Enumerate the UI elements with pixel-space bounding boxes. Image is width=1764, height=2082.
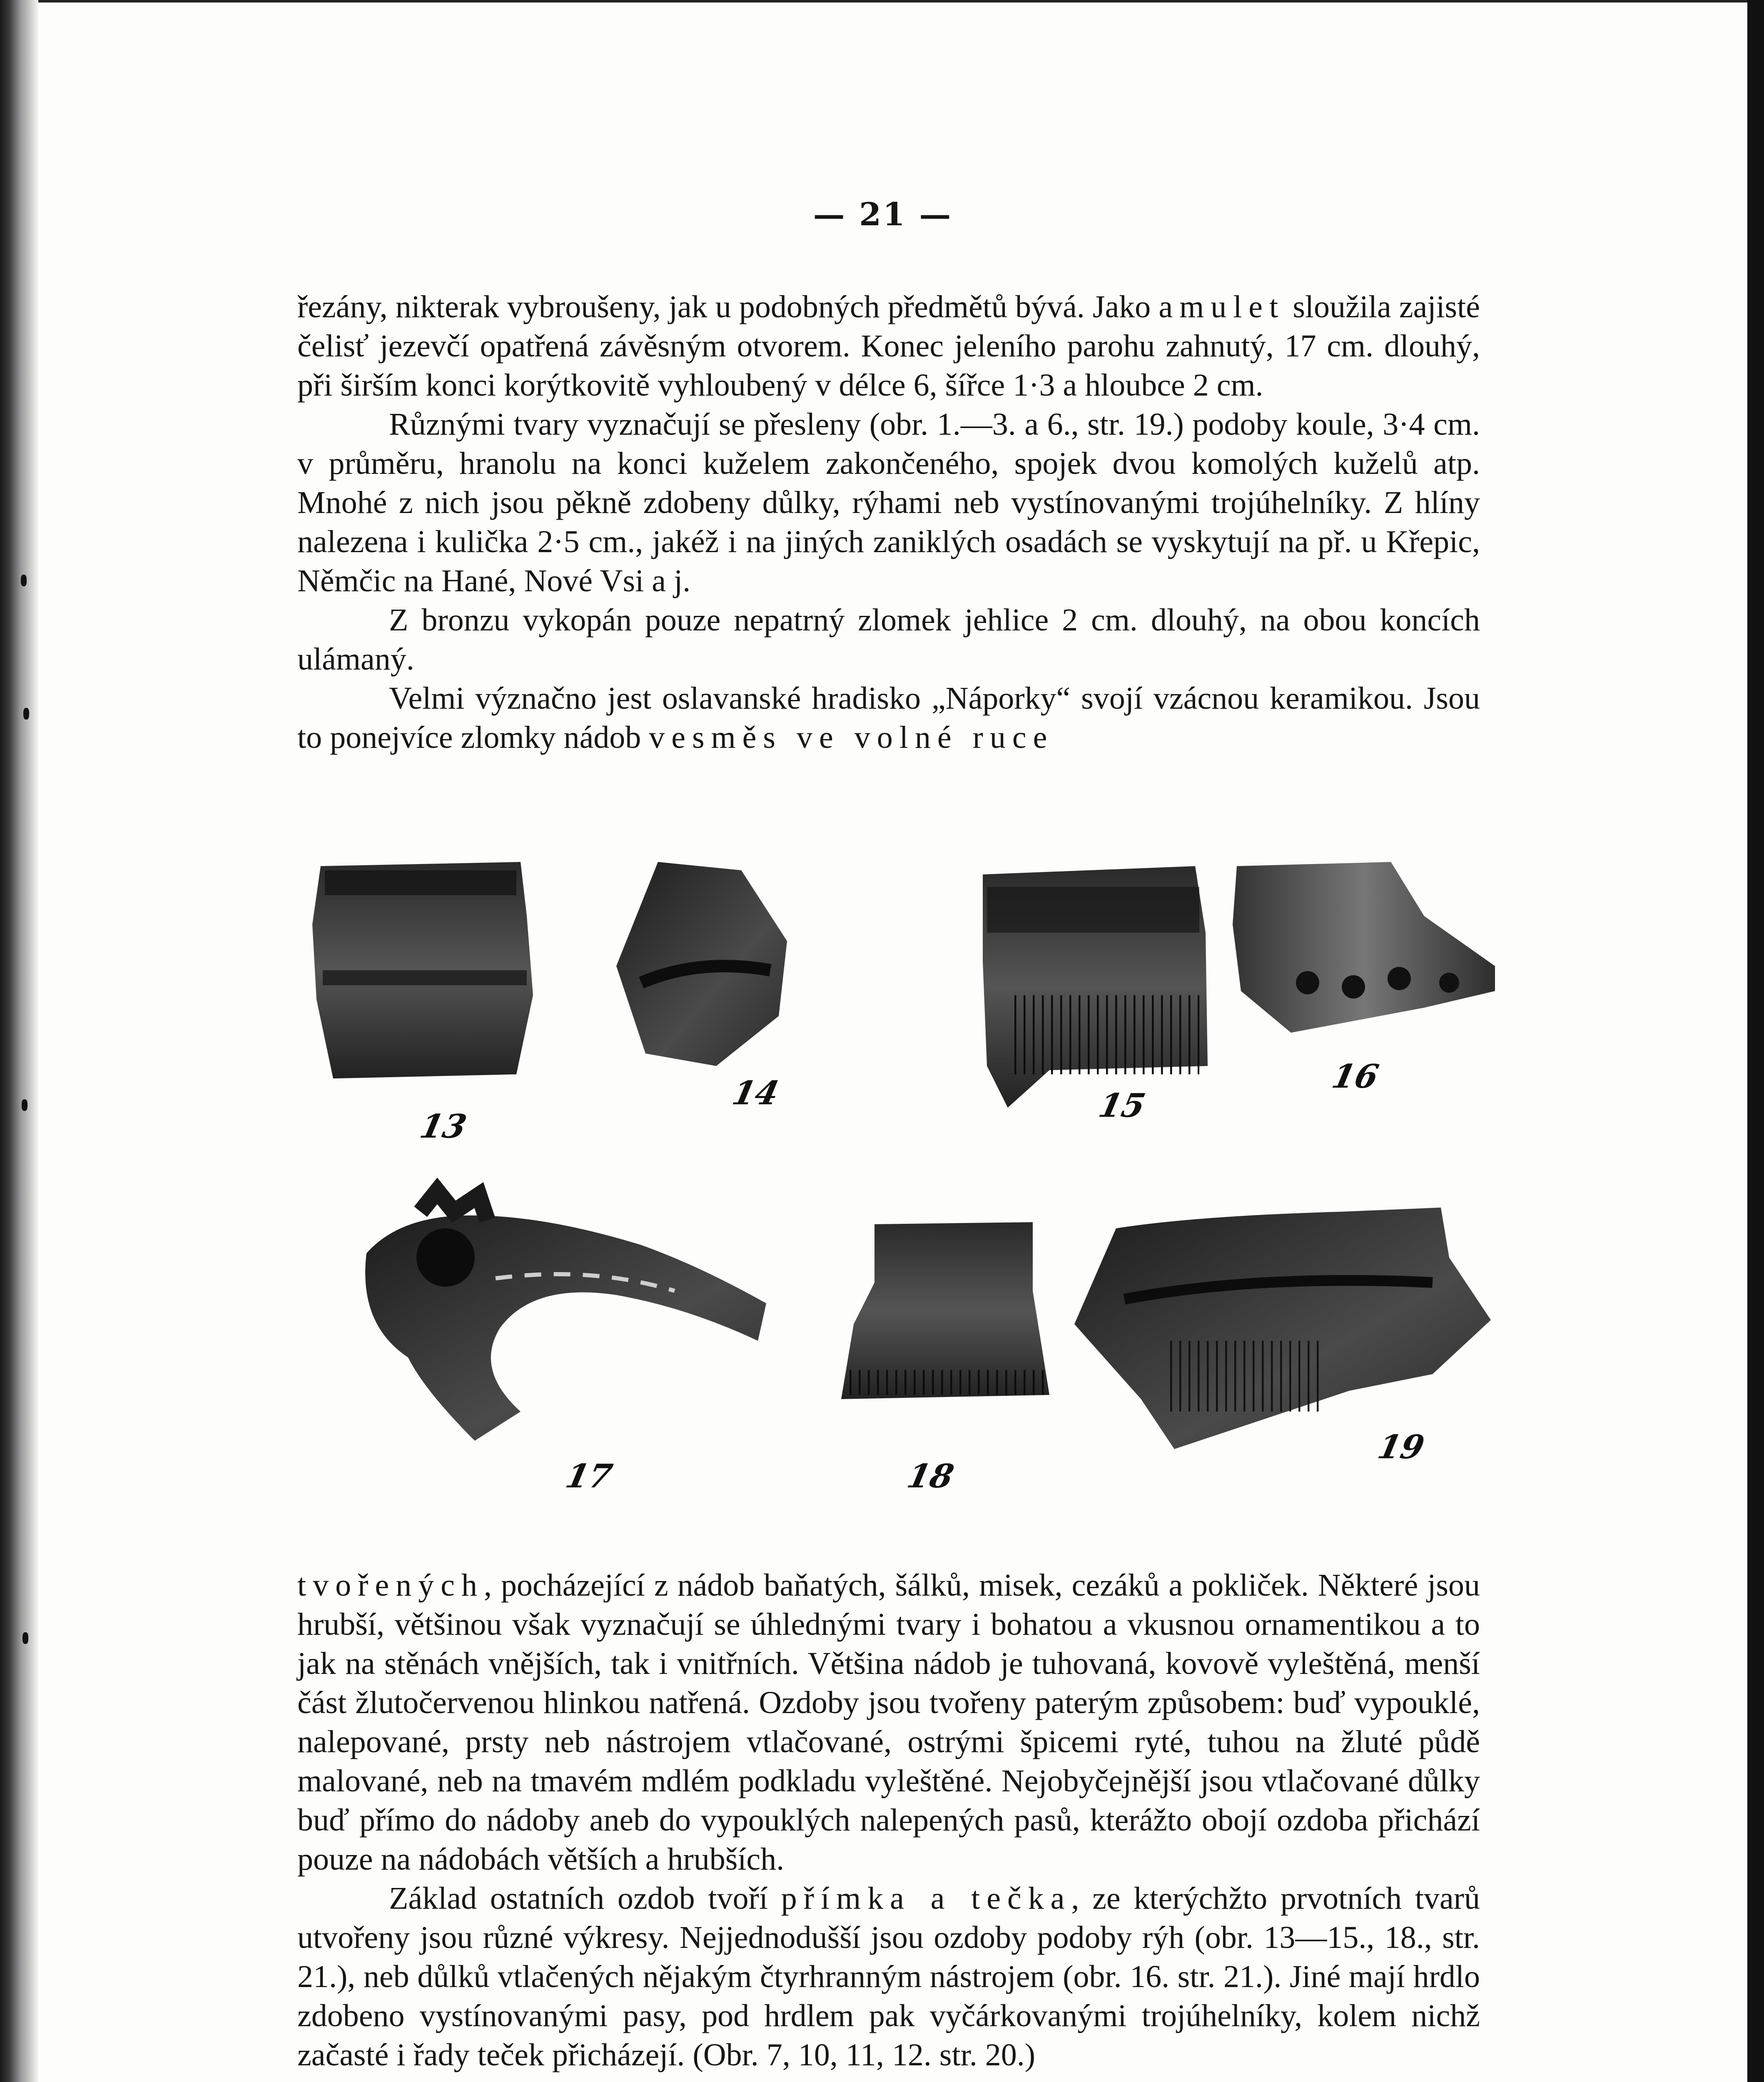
shard-13 <box>312 862 533 1078</box>
shard-18 <box>841 1222 1049 1399</box>
figure-label-19: 19 <box>1374 1428 1428 1466</box>
paragraph <box>297 679 1480 757</box>
binding-gutter <box>0 0 38 2082</box>
text-run: , ze kterýchžto prvotních tvarů utvořeny jsou různé výkresy. Nejjednodušší jsou ozdoby podoby rýh (obr. 13—15., 18., str. 21.), neb důlků vtlačených nějakým čtyrhranným nástrojem (obr. 16. str. 21.). Jiné mají hrdlo zdobeno vystínovanými pasy, pod hrdlem pak vyčárkovanými trojúhelníky, kolem nichž začasté i řady teček přicházejí. (Obr. 7, 10, 11, 12. str. 20.) <box>297 1881 1480 2072</box>
pottery-shards-illustration <box>300 858 1507 1524</box>
figure-label-16: 16 <box>1328 1058 1382 1096</box>
pottery-figures <box>300 858 1507 1524</box>
scan-border-top <box>0 0 1764 2</box>
scan-border-right <box>1747 0 1764 2082</box>
shard-19 <box>1074 1208 1491 1449</box>
shard-16 <box>1233 862 1495 1033</box>
gutter-mark <box>21 575 27 586</box>
emphasized-text: amulet <box>1159 289 1285 324</box>
body-text-bottom <box>297 1566 1480 2075</box>
figure-label-14: 14 <box>729 1074 782 1112</box>
page-number: — 21 — <box>813 196 953 233</box>
text-run: Velmi význačno jest oslavanské hradisko „Náporky“ svojí vzácnou keramikou. Jsou to ponejvíce zlomky nádob <box>297 681 1480 755</box>
paragraph <box>297 600 1480 679</box>
text-run: , pocházející z nádob baňatých, šálků, misek, cezáků a pokliček. Některé jsou hrubší, většinou však vyznačují se úhlednými tvary i bohatou a vkusnou ornamentikou a to jak na stěnách vnějších, tak i vnitřních. Většina nádob je tuhovaná, kovově vyleštěná, menší část žlutočervenou hlinkou natřená. Ozdoby jsou tvořeny paterým způsobem: buď vypouklé, nalepované, prsty neb nástrojem vtlačované, ostrými špicemi ryté, tuhou na žluté půdě malované, neb na tmavém mdlém podkladu vyleštěné. Nejobyčejnější jsou vtlačované důlky buď přímo do nádoby aneb do vypouklých nalepených pasů, kterážto obojí ozdoba přichází pouze na nádobách větších a hrubších. <box>297 1568 1480 1877</box>
text-run: sloužila zajisté čelisť jezevčí opatřená závěsným otvorem. Konec jeleního parohu zahnutý, 17 cm. dlouhý, při širším konci korýtkovitě vyhloubený v délce 6, šířce 1·3 a hloubce 2 cm. <box>297 289 1480 403</box>
text-run: Z bronzu vykopán pouze nepatrný zlomek jehlice 2 cm. dlouhý, na obou koncích ulámaný. <box>297 603 1480 677</box>
emphasized-text: vesměs ve volné ruce <box>649 720 1054 755</box>
gutter-mark <box>23 708 29 720</box>
emphasized-text: přímka a tečka <box>781 1881 1071 1916</box>
text-run: řezány, nikterak vybroušeny, jak u podobných předmětů bývá. Jako <box>297 289 1159 324</box>
shard-17 <box>365 1191 766 1441</box>
paragraph <box>297 1566 1480 1879</box>
paragraph <box>297 287 1480 405</box>
gutter-mark <box>22 1632 28 1644</box>
figure-label-18: 18 <box>904 1457 957 1495</box>
shard-15 <box>983 866 1208 1108</box>
paragraph <box>297 1879 1480 2075</box>
figure-label-13: 13 <box>416 1108 470 1146</box>
emphasized-text: tvořených <box>297 1568 484 1603</box>
gutter-mark <box>22 1099 27 1111</box>
shard-14 <box>616 862 787 1066</box>
body-text-top <box>297 287 1480 757</box>
text-run: Základ ostatních ozdob tvoří <box>389 1881 781 1916</box>
figure-label-17: 17 <box>562 1457 616 1495</box>
text-run: Různými tvary vyznačují se přesleny (obr. 1.—3. a 6., str. 19.) podoby koule, 3·4 cm. v průměru, hranolu na konci kuželem zakončeného, spojek dvou komolých kuželů atp. Mnohé z nich jsou pěkně zdobeny důlky, rýhami neb vystínovanými trojúhelníky. Z hlíny nalezena i kulička 2·5 cm., jakéž i na jiných zaniklých osadách se vyskytují na př. u Křepic, Němčic na Hané, Nové Vsi a j. <box>297 407 1480 598</box>
figure-label-15: 15 <box>1095 1087 1149 1125</box>
paragraph <box>297 405 1480 600</box>
